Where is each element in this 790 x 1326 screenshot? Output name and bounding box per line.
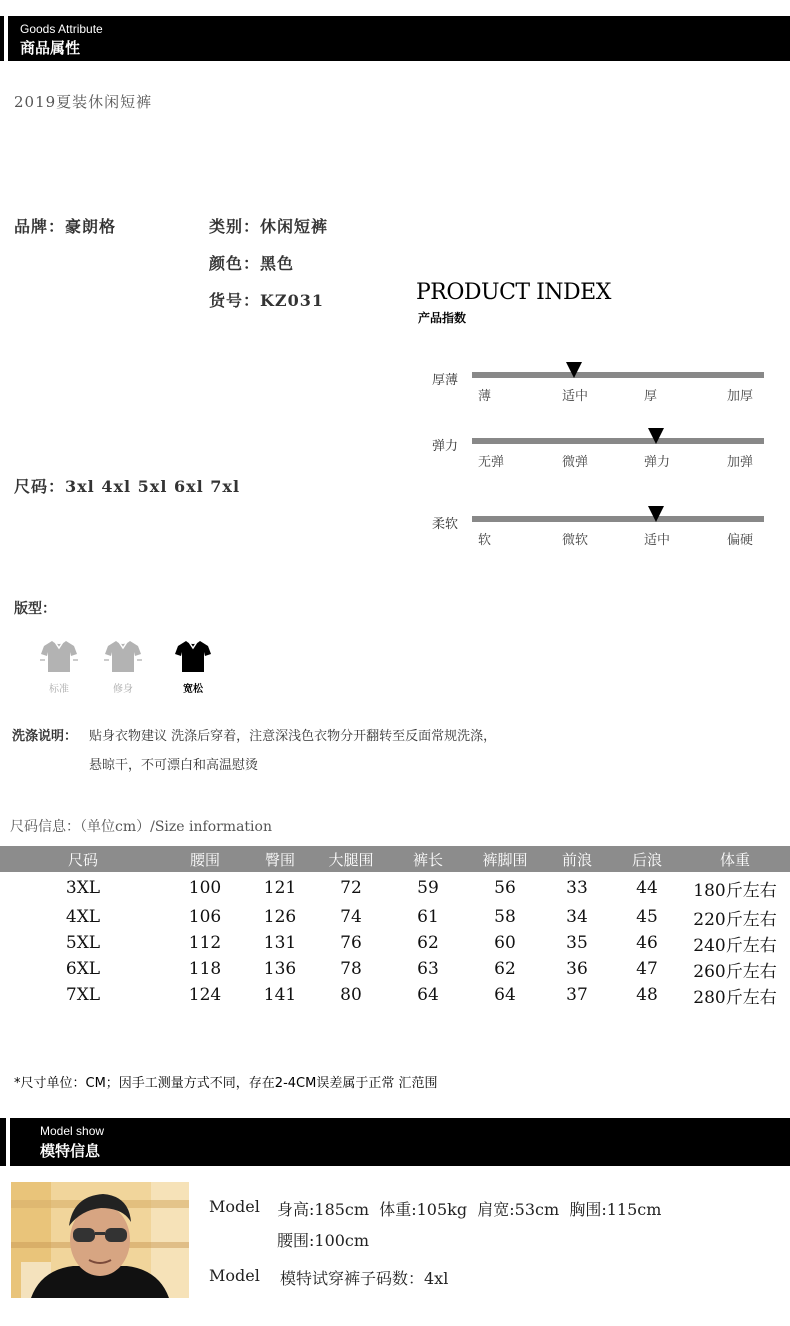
attr-sizes: 尺码：3xl 4xl 5xl 6xl 7xl	[14, 477, 241, 496]
table-cell: 33	[566, 878, 588, 898]
size-table-header-cell: 腰围	[166, 846, 244, 872]
table-cell: 4XL	[65, 907, 101, 927]
table-cell: 34	[566, 907, 588, 927]
fit-title: 版型：	[14, 601, 56, 617]
fit-option-label: 标准	[49, 684, 69, 695]
table-cell: 260斤左右	[693, 961, 777, 982]
scale-level-marker	[648, 428, 664, 444]
size-note: *尺寸单位：CM；因手工测量方式不同，存在2-4CM误差属于正常 汇范围	[14, 1076, 438, 1091]
table-cell: 61	[417, 907, 439, 927]
table-cell: 121	[263, 878, 297, 898]
size-table-header-cell: 裤长	[386, 846, 470, 872]
header-en-title: Model show	[40, 1124, 105, 1138]
scale-track	[472, 372, 764, 378]
table-cell: 141	[263, 985, 297, 1005]
tshirt-icon	[40, 638, 78, 674]
tshirt-icon	[174, 638, 212, 674]
table-cell: 7XL	[65, 985, 101, 1005]
table-row	[0, 872, 790, 904]
scale-label: 无弹	[478, 455, 505, 470]
attr-item-no: 货号：KZ031	[209, 291, 324, 310]
table-cell: 46	[636, 933, 658, 953]
table-cell: 80	[340, 985, 362, 1005]
table-cell: 280斤左右	[693, 987, 777, 1008]
size-table-header-cell: 尺码	[0, 846, 166, 872]
model-show-header	[0, 1118, 790, 1166]
table-cell: 76	[340, 933, 362, 953]
table-cell: 60	[494, 933, 516, 953]
size-table	[0, 846, 790, 1008]
table-row	[0, 930, 790, 956]
table-cell: 62	[494, 959, 516, 979]
scale-label: 厚	[644, 389, 658, 404]
table-cell: 106	[188, 907, 222, 927]
size-table-header-cell: 体重	[680, 846, 790, 872]
header-accent-line	[4, 16, 8, 61]
size-table-header	[0, 846, 790, 872]
product-index-title-cn: 产品指数	[418, 311, 467, 325]
size-table-body	[0, 872, 790, 1008]
table-cell: 100	[188, 878, 222, 898]
attr-category: 类别：休闲短裤	[209, 217, 329, 236]
table-cell: 118	[188, 959, 222, 979]
table-cell: 3XL	[65, 878, 101, 898]
table-row	[0, 956, 790, 982]
size-table-header-cell: 前浪	[540, 846, 614, 872]
model-tried-size: 模特试穿裤子码数：4xl	[280, 1269, 449, 1288]
table-row	[0, 904, 790, 930]
scale-label: 偏硬	[727, 533, 754, 548]
model-label-1: Model	[209, 1197, 260, 1216]
table-cell: 74	[340, 907, 362, 927]
table-cell: 48	[636, 985, 658, 1005]
header-en-title: Goods Attribute	[20, 22, 103, 36]
table-row	[0, 982, 790, 1008]
scale-label: 软	[478, 533, 492, 548]
model-stats-line-1: 身高:185cm 体重:105kg 肩宽:53cm 胸围:115cm	[277, 1200, 662, 1219]
wash-label: 洗涤说明：	[12, 729, 78, 744]
scale-label: 薄	[478, 389, 492, 404]
size-table-header-cell: 后浪	[614, 846, 680, 872]
table-cell: 45	[636, 907, 658, 927]
scale-track	[472, 438, 764, 444]
scale-label: 适中	[644, 533, 671, 548]
size-table-header-cell: 大腿围	[316, 846, 386, 872]
scale-title: 柔软	[432, 517, 459, 532]
header-cn-title: 商品属性	[20, 39, 81, 57]
scale-label: 加弹	[727, 455, 754, 470]
scale-level-marker	[566, 362, 582, 378]
table-cell: 124	[188, 985, 222, 1005]
scale-label: 微弹	[562, 455, 589, 470]
header-cn-title: 模特信息	[40, 1142, 101, 1160]
product-title: 2019夏装休闲短裤	[14, 93, 153, 111]
scale-label: 微软	[562, 533, 589, 548]
table-cell: 240斤左右	[693, 935, 777, 956]
table-cell: 44	[636, 878, 658, 898]
fit-option-label: 宽松	[183, 684, 203, 695]
table-cell: 35	[566, 933, 588, 953]
table-cell: 36	[566, 959, 588, 979]
table-cell: 64	[417, 985, 439, 1005]
scale-label: 弹力	[644, 455, 671, 470]
header-accent-line	[6, 1118, 10, 1166]
attr-brand: 品牌：豪朗格	[14, 217, 117, 236]
table-cell: 126	[263, 907, 297, 927]
scale-track	[472, 516, 764, 522]
scale-level-marker	[648, 506, 664, 522]
table-cell: 72	[340, 878, 362, 898]
table-cell: 180斤左右	[693, 880, 777, 901]
table-cell: 56	[494, 878, 516, 898]
table-cell: 59	[417, 878, 439, 898]
table-cell: 220斤左右	[693, 909, 777, 930]
table-cell: 131	[263, 933, 297, 953]
fit-option	[40, 638, 78, 695]
wash-line-1: 贴身衣物建议 洗涤后穿着，注意深浅色衣物分开翻转至反面常规洗涤，	[89, 729, 497, 744]
fit-option	[104, 638, 142, 695]
table-cell: 58	[494, 907, 516, 927]
wash-line-2: 悬晾干，不可漂白和高温慰烫	[89, 758, 259, 773]
table-cell: 64	[494, 985, 516, 1005]
table-cell: 6XL	[65, 959, 101, 979]
model-stats-line-2: 腰围:100cm	[277, 1231, 370, 1250]
fit-option-label: 修身	[113, 684, 133, 695]
attr-color: 颜色：黑色	[209, 254, 295, 273]
model-photo	[11, 1182, 189, 1298]
table-cell: 62	[417, 933, 439, 953]
size-table-header-cell: 臀围	[244, 846, 316, 872]
table-cell: 47	[636, 959, 658, 979]
scale-label: 加厚	[727, 389, 754, 404]
tshirt-icon	[104, 638, 142, 674]
scale-title: 厚薄	[432, 373, 459, 388]
size-table-header-cell: 裤脚围	[470, 846, 540, 872]
model-label-2: Model	[209, 1266, 260, 1285]
table-cell: 37	[566, 985, 588, 1005]
table-cell: 112	[188, 933, 222, 953]
scale-label: 适中	[562, 389, 589, 404]
product-index-title-en: PRODUCT INDEX	[416, 280, 611, 305]
fit-option	[174, 638, 212, 695]
size-info-title: 尺码信息：（单位cm）/Size information	[10, 819, 272, 835]
scale-title: 弹力	[432, 439, 459, 454]
table-cell: 78	[340, 959, 362, 979]
goods-attribute-header	[0, 16, 790, 61]
table-cell: 5XL	[65, 933, 101, 953]
table-cell: 136	[263, 959, 297, 979]
table-cell: 63	[417, 959, 439, 979]
